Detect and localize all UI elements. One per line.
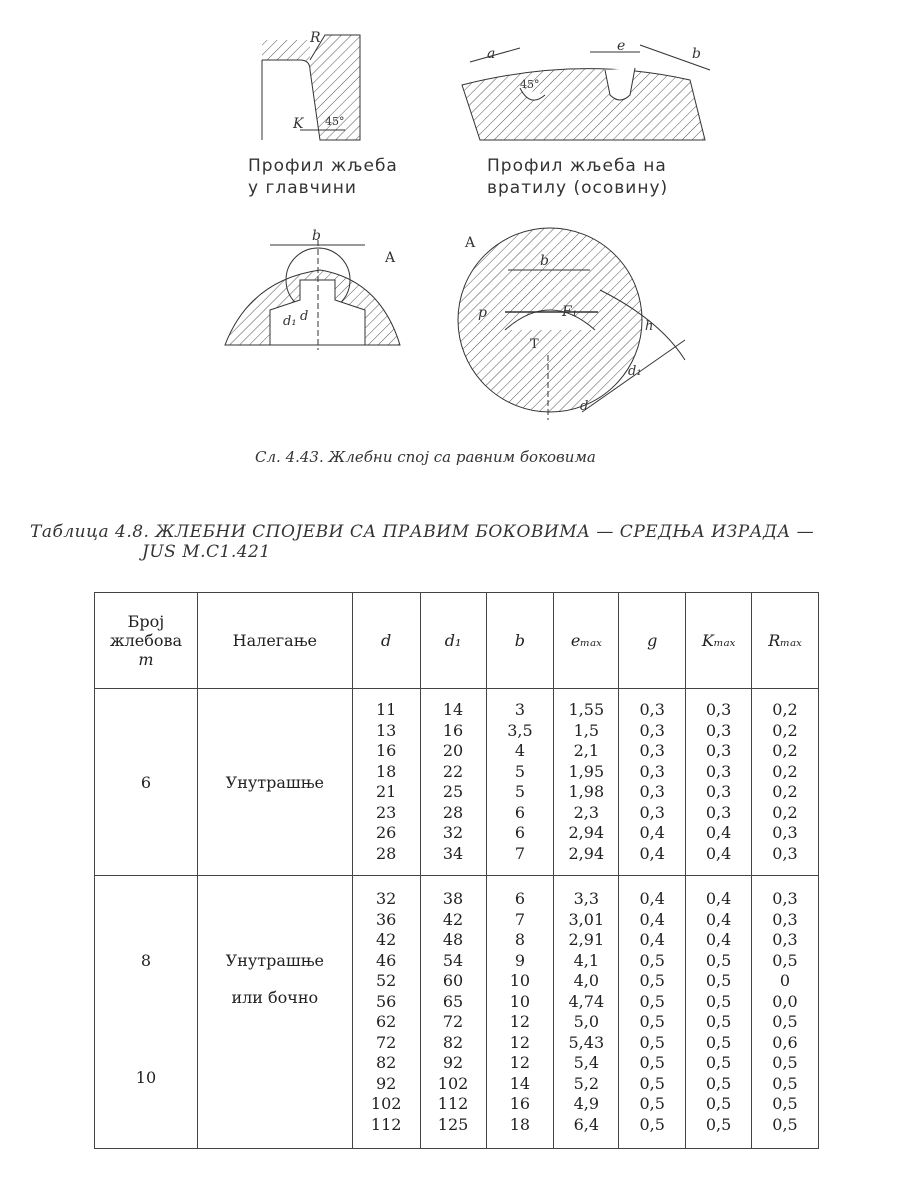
table-cell: 0,5 [639, 991, 665, 1011]
letter-d1-hub: d₁ [283, 314, 297, 329]
table-cell: 2,94 [568, 823, 605, 842]
letter-angle-2: 45° [520, 78, 540, 91]
table-cell: 0,4 [705, 909, 732, 929]
col-g [619, 689, 686, 876]
table-cell: 0,3 [705, 761, 732, 781]
letter-e: e [617, 38, 626, 54]
col-emax [554, 689, 619, 876]
table-cell: 7 [514, 843, 526, 863]
fit-6: Унутрашње [197, 689, 352, 876]
letter-b-hub: b [312, 228, 321, 244]
table-cell: 1,55 [568, 700, 605, 719]
table-cell: 0,3 [772, 823, 798, 842]
table-cell: 72 [442, 1012, 464, 1031]
table-cell: 13 [375, 720, 397, 740]
col-emax [554, 876, 619, 1149]
hub-profile-label: Профил жљеба у главчини [248, 156, 398, 198]
table-cell: 62 [375, 1012, 397, 1031]
table-cell: 0,3 [772, 930, 798, 949]
table-cell: 8 [514, 930, 526, 949]
table-cell: 0,2 [772, 700, 798, 719]
z-8-10: 8 10 [95, 876, 198, 1149]
table-cell: 0,3 [639, 741, 665, 760]
table-cell: 0,5 [639, 1114, 665, 1134]
table-cell: 2,91 [568, 930, 605, 949]
table-cell: 3,01 [568, 909, 605, 929]
table-cell: 52 [375, 971, 397, 990]
table-cell: 23 [375, 802, 397, 822]
shaft-profile-drawing [462, 45, 710, 140]
table-cell: 5 [514, 782, 526, 801]
table-cell: 0 [779, 971, 791, 990]
table-cell: 0,4 [705, 843, 732, 863]
header-row [95, 593, 819, 689]
table-cell: 16 [442, 720, 464, 740]
table-cell: 0,5 [772, 1012, 798, 1031]
table-cell: 0,5 [639, 1012, 665, 1031]
table-cell: 0,3 [772, 909, 798, 929]
header-d1: d₁ [420, 593, 486, 689]
table-cell: 0,2 [772, 761, 798, 781]
table-cell: 0,3 [705, 802, 732, 822]
col-kmax [686, 689, 752, 876]
table-cell: 28 [442, 802, 464, 822]
table-cell: 20 [442, 741, 464, 760]
table-cell: 2,3 [573, 802, 600, 822]
table-cell: 82 [375, 1053, 397, 1072]
table-cell: 28 [375, 843, 397, 863]
table-cell: 0,5 [705, 971, 732, 990]
table-cell: 25 [442, 782, 464, 801]
table-cell: 42 [442, 909, 464, 929]
table-cell: 1,95 [568, 761, 605, 781]
col-d1 [420, 876, 486, 1149]
table-cell: 0,3 [639, 782, 665, 801]
table-row-group-8-10 [95, 876, 819, 1149]
table-cell: 0,4 [639, 909, 665, 929]
table-cell: 4,0 [573, 971, 600, 990]
table-cell: 0,5 [772, 1094, 798, 1113]
table-cell: 16 [375, 741, 397, 760]
table-cell: 1,5 [573, 720, 600, 740]
col-d [352, 689, 420, 876]
header-z: Број жлебова m [95, 593, 198, 689]
letter-t: T [530, 337, 539, 352]
table-cell: 0,4 [639, 843, 665, 863]
table-cell: 0,5 [705, 1114, 732, 1134]
table-cell: 0,5 [705, 950, 732, 970]
hub-profile-drawing [262, 35, 360, 140]
table-cell: 0,4 [639, 823, 665, 842]
table-cell: 12 [509, 1032, 531, 1052]
table-cell: 60 [442, 971, 464, 990]
table-cell: 0,5 [705, 991, 732, 1011]
table-cell: 3,3 [573, 889, 600, 908]
z-6: 6 [95, 689, 198, 876]
table-cell: 34 [442, 843, 464, 863]
table-cell: 12 [509, 1012, 531, 1031]
header-g: g [619, 593, 686, 689]
header-b: b [486, 593, 554, 689]
table-cell: 0,3 [639, 720, 665, 740]
letter-b-top: b [692, 46, 701, 62]
table-cell: 48 [442, 930, 464, 949]
letter-angle-1: 45° [325, 115, 345, 128]
table-cell: 92 [442, 1053, 464, 1072]
table-cell: 0,5 [639, 1073, 665, 1093]
table-cell: 0,3 [639, 761, 665, 781]
table-cell: 0,5 [639, 1053, 665, 1072]
col-b [486, 876, 554, 1149]
table-cell: 4,1 [573, 950, 600, 970]
letter-p: p [478, 305, 487, 321]
spline-figures [0, 0, 905, 440]
table-cell: 0,3 [772, 889, 798, 908]
table-cell: 0,3 [772, 843, 798, 863]
table-cell: 2,1 [573, 741, 600, 760]
table-cell: 0,4 [639, 889, 665, 908]
hub-section-drawing [225, 240, 400, 350]
letter-d-shaft: d [580, 399, 589, 414]
table-row-group-6 [95, 689, 819, 876]
table-cell: 0,5 [639, 1094, 665, 1113]
table-cell: 0,5 [705, 1094, 732, 1113]
header-rmax: Rₘₐₓ [752, 593, 819, 689]
table-cell: 92 [375, 1073, 397, 1093]
table-cell: 0,5 [772, 1114, 798, 1134]
table-cell: 0,3 [705, 720, 732, 740]
table-cell: 7 [514, 909, 526, 929]
table-cell: 16 [509, 1094, 531, 1113]
table-cell: 0,5 [639, 950, 665, 970]
table-cell: 82 [442, 1032, 464, 1052]
table-cell: 5,0 [573, 1012, 600, 1031]
header-kmax: Kₘₐₓ [686, 593, 752, 689]
table-cell: 3,5 [507, 720, 533, 740]
col-rmax [752, 689, 819, 876]
table-cell: 0,3 [639, 802, 665, 822]
table-cell: 0,2 [772, 741, 798, 760]
col-b [486, 689, 554, 876]
table-cell: 26 [375, 823, 397, 842]
table-cell: 11 [375, 700, 397, 719]
letter-k: K [293, 116, 304, 132]
table-cell: 112 [437, 1094, 469, 1113]
table-cell: 0,4 [639, 930, 665, 949]
table-cell: 5 [514, 761, 526, 781]
table-cell: 125 [437, 1114, 469, 1134]
table-title: Таблица 4.8. ЖЛЕБНИ СПОЈЕВИ СА ПРАВИМ БОКОВИМА — СРЕДЊА ИЗРАДА — JUS M.C1.421 [30, 522, 815, 562]
table-cell: 4,74 [568, 991, 605, 1011]
table-cell: 0,5 [705, 1053, 732, 1072]
table-cell: 32 [442, 823, 464, 842]
table-cell: 102 [437, 1073, 469, 1093]
table-cell: 102 [370, 1094, 402, 1113]
table-cell: 0,5 [639, 971, 665, 990]
table-cell: 0,6 [772, 1032, 798, 1052]
letter-f1: F₁ [562, 304, 578, 320]
table-cell: 0,5 [772, 1073, 798, 1093]
table-cell: 0,3 [705, 782, 732, 801]
table-cell: 3 [514, 700, 526, 719]
table-cell: 38 [442, 889, 464, 908]
table-cell: 4,9 [573, 1094, 600, 1113]
table-cell: 10 [509, 971, 531, 990]
table-cell: 21 [375, 782, 397, 801]
table-cell: 0,5 [639, 1032, 665, 1052]
table-cell: 0,5 [705, 1032, 732, 1052]
table-cell: 65 [442, 991, 464, 1011]
table-cell: 14 [442, 700, 464, 719]
col-d [352, 876, 420, 1149]
table-cell: 54 [442, 950, 464, 970]
table-cell: 10 [509, 991, 531, 1011]
table-cell: 14 [509, 1073, 531, 1093]
header-fit: Налегање [197, 593, 352, 689]
col-rmax [752, 876, 819, 1149]
table-cell: 6 [514, 889, 526, 908]
table-cell: 0,2 [772, 782, 798, 801]
table-cell: 0,5 [705, 1073, 732, 1093]
table-cell: 0,5 [772, 1053, 798, 1072]
table-cell: 0,5 [705, 1012, 732, 1031]
letter-a-hub: A [385, 250, 396, 266]
col-kmax [686, 876, 752, 1149]
table-cell: 6 [514, 823, 526, 842]
table-cell: 32 [375, 889, 397, 908]
letter-a-shaft: A [465, 235, 476, 251]
letter-d-hub: d [300, 309, 309, 324]
col-g [619, 876, 686, 1149]
table-cell: 0,3 [705, 700, 732, 719]
letter-a: a [487, 46, 496, 62]
table-cell: 0,4 [705, 889, 732, 908]
table-cell: 0,4 [705, 823, 732, 842]
shaft-profile-label: Профил жљеба на вратилу (осовину) [487, 156, 669, 198]
table-cell: 2,94 [568, 843, 605, 863]
table-cell: 46 [375, 950, 397, 970]
table-cell: 0,2 [772, 802, 798, 822]
table-cell: 0,2 [772, 720, 798, 740]
table-cell: 6 [514, 802, 526, 822]
table-cell: 0,5 [772, 950, 798, 970]
table-cell: 4 [514, 741, 526, 760]
table-cell: 36 [375, 909, 397, 929]
letter-h: h [645, 319, 654, 334]
letter-r: R [310, 30, 321, 46]
table-cell: 42 [375, 930, 397, 949]
table-cell: 56 [375, 991, 397, 1011]
header-d: d [352, 593, 420, 689]
table-cell: 18 [509, 1114, 531, 1134]
table-cell: 0,0 [772, 991, 798, 1011]
table-cell: 0,3 [705, 741, 732, 760]
table-cell: 5,43 [568, 1032, 605, 1052]
letter-d1-shaft: d₁ [628, 364, 642, 379]
table-cell: 112 [370, 1114, 402, 1134]
table-cell: 12 [509, 1053, 531, 1072]
table-cell: 9 [514, 950, 526, 970]
table-cell: 72 [375, 1032, 397, 1052]
table-cell: 5,4 [573, 1053, 600, 1072]
figure-caption: Сл. 4.43. Жлебни спој са равним боковима [255, 448, 596, 466]
letter-b-shaft: b [540, 253, 549, 269]
col-d1 [420, 689, 486, 876]
spline-table [94, 592, 819, 1149]
table-cell: 0,4 [705, 930, 732, 949]
table-cell: 22 [442, 761, 464, 781]
table-cell: 0,3 [639, 700, 665, 719]
table-cell: 1,98 [568, 782, 605, 801]
table-cell: 5,2 [573, 1073, 600, 1093]
table-cell: 6,4 [573, 1114, 600, 1134]
table-cell: 18 [375, 761, 397, 781]
header-emax: eₘₐₓ [554, 593, 619, 689]
fit-8-10: Унутрашње или бочно [197, 876, 352, 1149]
